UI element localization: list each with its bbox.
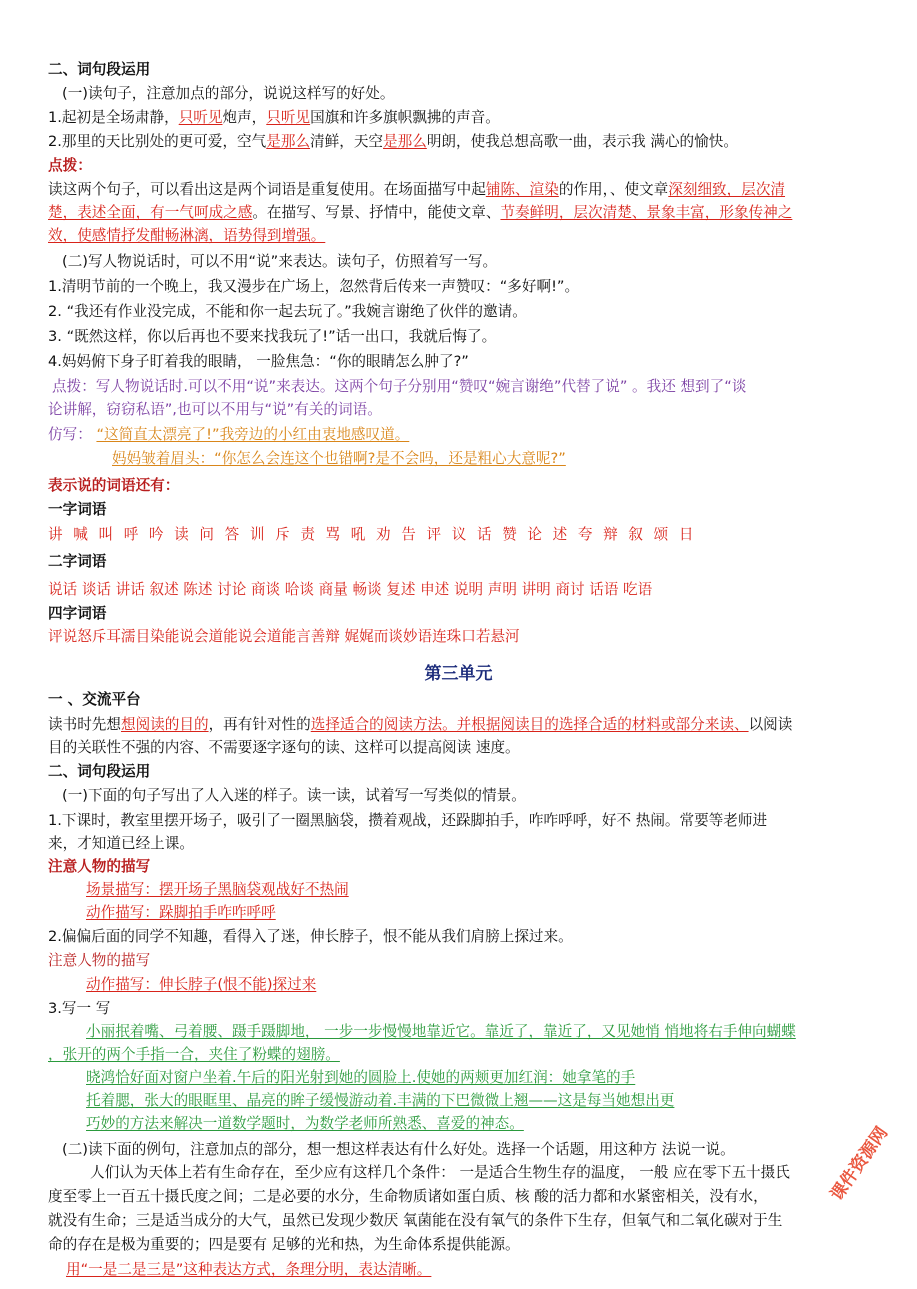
emphasis: 铺陈、渲染 (485, 181, 559, 198)
one-char-label: 一字词语 (48, 501, 107, 518)
u3-example-3: 3.写一 写 (48, 1000, 111, 1017)
conclusion: 用“一是二是三是”这种表达方式，条理分明，表达清晰。 (66, 1261, 432, 1278)
writing-1: 小丽抿着嘴、弓着腰、蹑手蹑脚地， 一步一步慢慢地靠近它。靠近了，靠近了，又见她悄 悄地将右手伸向蝴蝶 (86, 1023, 796, 1040)
text: 国旗和许多旗帜飘拂的声音。 (310, 109, 500, 126)
text: 2.那里的天比别处的更可爱，空气 (48, 133, 267, 150)
watermark-logo: 课件资源网 (826, 1123, 893, 1205)
sentence-2 (48, 132, 738, 152)
tip-2-cont: 论讲解，窃窃私语”,也可以不用与“说”有关的词语。 (48, 401, 382, 418)
example-3: 3. “既然这样，你以后再也不要来找我玩了!”话一出口，我就后悔了。 (48, 328, 497, 345)
text: 清鲜，天空 (310, 133, 384, 150)
text: 明朗，使我总想高歌一曲，表示我 满心的愉快。 (426, 133, 738, 150)
emphasis: 深刻细致，层次清 (668, 181, 786, 198)
emphasis: 只听见 (178, 109, 223, 126)
imitation-label: 仿写： (48, 426, 92, 443)
emphasis: 楚，表述全面，有一气呵成之感 (48, 204, 253, 221)
example-para-1: 人们认为天体上若有生命存在，至少应有这样几个条件： 一是适合生物生存的温度， 一般 应在零下五十摄氏 (90, 1164, 790, 1181)
example-para-4: 命的存在是极为重要的；四是要有 足够的光和热，为生命体系提供能源。 (48, 1236, 520, 1253)
text: 以阅读 (748, 716, 793, 733)
question-1: (一)读句子，注意加点的部分，说说这样写的好处。 (62, 85, 395, 102)
action-description-2: 动作描写：伸长脖子(恨不能)探过来 (86, 976, 317, 993)
emphasis: 是那么 (383, 133, 427, 150)
one-char-words: 讲 喊 叫 呼 吟 读 问 答 训 斥 责 骂 吼 劝 告 评 议 话 赞 论 述 夸 辩 叙 颂 日 (48, 526, 697, 543)
u3-example-2: 2.偏偏后面的同学不知趣，看得入了迷，伸长脖子，恨不能从我们肩膀上探过来。 (48, 928, 573, 945)
note-heading-1: 注意人物的描写 (48, 858, 151, 875)
text: 炮声， (222, 109, 267, 126)
platform-heading: 一 、交流平台 (48, 691, 141, 708)
sentence-1 (48, 108, 500, 128)
writing-5: 巧妙的方法来解决一道数学题时，为数学老师所熟悉、喜爱的神态。 (86, 1115, 524, 1132)
text: 的作用，、使文章 (558, 181, 669, 198)
example-2: 2. “我还有作业没完成，不能和你一起去玩了。”我婉言谢绝了伙伴的邀请。 (48, 303, 527, 320)
text: 读书时先想 (48, 716, 121, 733)
emphasis: 只听见 (266, 109, 311, 126)
four-char-words: 评说怒斥耳濡目染能说会道能说会道能言善辩 娓娓而谈妙语连珠口若悬河 (48, 628, 520, 645)
example-1: 1.清明节前的一个晚上，我又漫步在广场上，忽然背后传来一声赞叹：“多好啊!”。 (48, 278, 580, 295)
tip-line-3: 效，使感情抒发酣畅淋漓，语势得到增强。 (48, 227, 326, 244)
more-words-heading: 表示说的词语还有： (48, 477, 180, 494)
tip-line-1 (48, 180, 785, 200)
unit-title: 第三单元 (424, 664, 493, 684)
u3-question-2: (二)读下面的例句，注意加点的部分，想一想这样表达有什么好处。选择一个话题，用这种方 法说一说。 (62, 1141, 735, 1158)
u3-example-1b: 来，才知道已经上课。 (48, 835, 194, 852)
tip-line-2 (48, 203, 792, 223)
two-char-words: 说话 谈话 讲话 叙述 陈述 讨论 商谈 哈谈 商量 畅谈 复述 申述 说明 声明 讲明 商讨 话语 吃语 (48, 581, 653, 598)
writing-2: ，张开的两个手指一合，夹住了粉蝶的翅膀。 (48, 1046, 340, 1063)
emphasis: 是那么 (266, 133, 311, 150)
tip-2 (52, 377, 746, 397)
platform-para-2: 目的关联性不强的内容、不需要逐字逐句的读、这样可以提高阅读 速度。 (48, 739, 520, 756)
action-description-1: 动作描写：跺脚拍手咋咋呼呼 (86, 904, 276, 921)
imitation-2: 妈妈皱着眉头：“你怎么会连这个也错啊?是不会吗，还是粗心大意呢?” (112, 450, 566, 467)
text: 1.起初是全场肃静， (48, 109, 179, 126)
imitation-text: “这简直太漂亮了!”我旁边的小红由衷地感叹道。 (96, 426, 410, 443)
text: 读这两个句子，可以看出这是两个词语是重复使用。在场面描写中起 (48, 181, 486, 198)
note-heading-2: 注意人物的描写 (48, 952, 151, 969)
four-char-label: 四字词语 (48, 605, 107, 622)
section-heading-2: 二、词句段运用 (48, 763, 151, 780)
text: 。在描写、写景、抒情中，能使文章、 (252, 204, 501, 221)
scene-description: 场景描写：摆开场子黑脑袋观战好不热闹 (86, 881, 349, 898)
tip-label: 点拨： (52, 378, 96, 395)
u3-question-1: (一)下面的句子写出了人入迷的样子。读一读，试着写一写类似的情景。 (62, 787, 526, 804)
writing-3: 晓鸿恰好面对窗户坐着.午后的阳光射到她的圆脸上.使她的两颊更加红润：她拿笔的手 (86, 1069, 636, 1086)
emphasis: 选择适合的阅读方法。并根据阅读目的选择合适的材料或部分来读、 (310, 716, 749, 733)
question-2: (二)写人物说话时，可以不用“说”来表达。读句子，仿照着写一写。 (62, 253, 498, 270)
emphasis: 想阅读的目的 (120, 716, 209, 733)
section-heading: 二、词句段运用 (48, 61, 151, 78)
example-para-2: 度至零上一百五十摄氏度之间；二是必要的水分，生命物质诸如蛋白质、核 酸的活力都和水紧密相关，没有水， (48, 1188, 768, 1205)
tip-label: 点拨： (48, 157, 92, 174)
platform-para-1 (48, 715, 792, 735)
example-para-3: 就没有生命；三是适当成分的大气，虽然已发现少数厌 氧菌能在没有氧气的条件下生存，但氧气和二氧化碳对于生 (48, 1212, 783, 1229)
text: ，再有针对性的 (208, 716, 311, 733)
emphasis: 节奏鲜明，层次清楚、景象丰富，形象传神之 (500, 204, 793, 221)
writing-4: 托着腮，张大的眼眶里、晶亮的眸子缓慢游动着.丰满的下巴微微上翘——这是每当她想出更 (86, 1092, 675, 1109)
two-char-label: 二字词语 (48, 553, 107, 570)
u3-example-1a: 1.下课时，教室里摆开场子，吸引了一圈黑脑袋，攒着观战，还跺脚拍手，咋咋呼呼，好不 热闹。常要等老师进 (48, 812, 768, 829)
imitation-1 (48, 425, 409, 445)
example-4: 4.妈妈俯下身子盯着我的眼睛， 一脸焦急：“你的眼睛怎么肿了?” (48, 353, 469, 370)
tip-text: 写人物说话时.可以不用“说”来表达。这两个句子分别用“赞叹“婉言谢绝”代替了说” 。我还 想到了“谈 (95, 378, 747, 395)
